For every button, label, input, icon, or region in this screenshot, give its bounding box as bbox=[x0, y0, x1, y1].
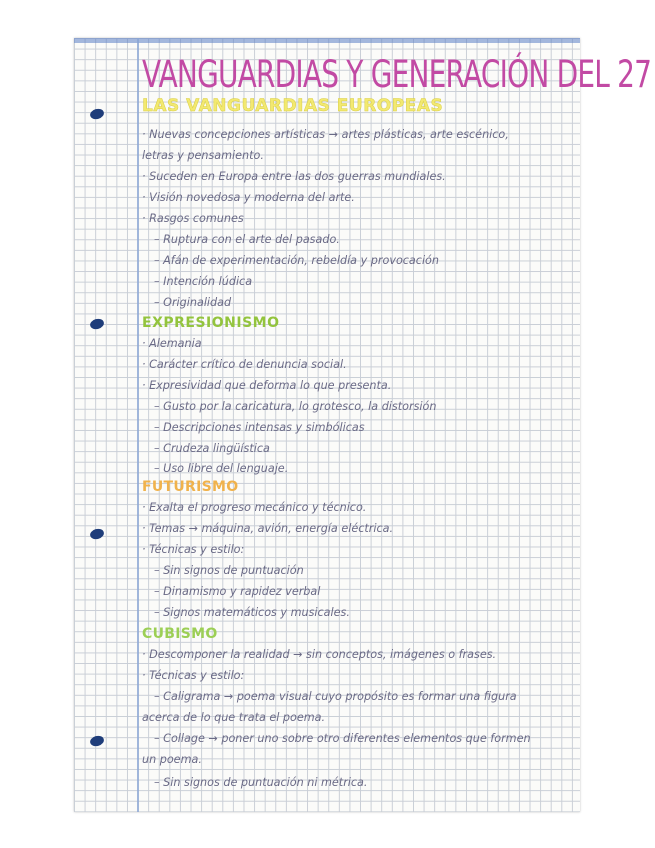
section-heading-expresionismo: EXPRESIONISMO bbox=[142, 315, 280, 331]
section-heading-futurismo: FUTURISMO bbox=[142, 479, 239, 495]
binder-hole bbox=[89, 527, 105, 540]
note-line: – Uso libre del lenguaje. bbox=[154, 462, 289, 475]
page-title: VANGUARDIAS Y GENERACIÓN DEL 27 bbox=[142, 52, 652, 97]
note-line: · Rasgos comunes bbox=[142, 212, 244, 225]
note-line: – Sin signos de puntuación ni métrica. bbox=[154, 776, 368, 789]
note-line: – Signos matemáticos y musicales. bbox=[154, 606, 350, 619]
note-line: · Exalta el progreso mecánico y técnico. bbox=[142, 501, 367, 514]
note-line: · Nuevas concepciones artísticas → artes plásticas, arte escénico, bbox=[142, 128, 509, 141]
margin-line bbox=[137, 38, 139, 812]
page-top-edge bbox=[74, 38, 580, 43]
note-line: – Collage → poner uno sobre otro diferentes elementos que formen bbox=[154, 732, 531, 745]
note-line: – Ruptura con el arte del pasado. bbox=[154, 233, 340, 246]
note-line: – Sin signos de puntuación bbox=[154, 564, 304, 577]
note-line: letras y pensamiento. bbox=[142, 149, 264, 162]
section-heading-vanguardias: LAS VANGUARDIAS EUROPEAS bbox=[142, 96, 444, 116]
binder-hole bbox=[89, 107, 105, 120]
note-line: – Dinamismo y rapidez verbal bbox=[154, 585, 321, 598]
note-line: · Suceden en Europa entre las dos guerras mundiales. bbox=[142, 170, 446, 183]
note-line: – Afán de experimentación, rebeldía y provocación bbox=[154, 254, 439, 267]
note-line: · Expresividad que deforma lo que presenta. bbox=[142, 379, 392, 392]
binder-hole bbox=[89, 734, 105, 747]
note-line: · Temas → máquina, avión, energía eléctrica. bbox=[142, 522, 394, 535]
note-line: – Gusto por la caricatura, lo grotesco, la distorsión bbox=[154, 400, 437, 413]
note-line: · Descomponer la realidad → sin conceptos, imágenes o frases. bbox=[142, 648, 497, 661]
note-line: – Intención lúdica bbox=[154, 275, 253, 288]
note-line: · Alemania bbox=[142, 337, 202, 350]
note-line: · Visión novedosa y moderna del arte. bbox=[142, 191, 355, 204]
note-line: un poema. bbox=[142, 753, 202, 766]
note-line: – Caligrama → poema visual cuyo propósito es formar una figura bbox=[154, 690, 517, 703]
section-heading-cubismo: CUBISMO bbox=[142, 626, 218, 642]
note-line: – Descripciones intensas y simbólicas bbox=[154, 421, 365, 434]
note-line: · Técnicas y estilo: bbox=[142, 669, 245, 682]
binder-hole bbox=[89, 317, 105, 330]
note-line: · Técnicas y estilo: bbox=[142, 543, 245, 556]
note-line: – Originalidad bbox=[154, 296, 232, 309]
notebook-page bbox=[74, 38, 652, 812]
note-line: – Crudeza lingüística bbox=[154, 442, 270, 455]
note-line: · Carácter crítico de denuncia social. bbox=[142, 358, 347, 371]
note-line: acerca de lo que trata el poema. bbox=[142, 711, 326, 724]
